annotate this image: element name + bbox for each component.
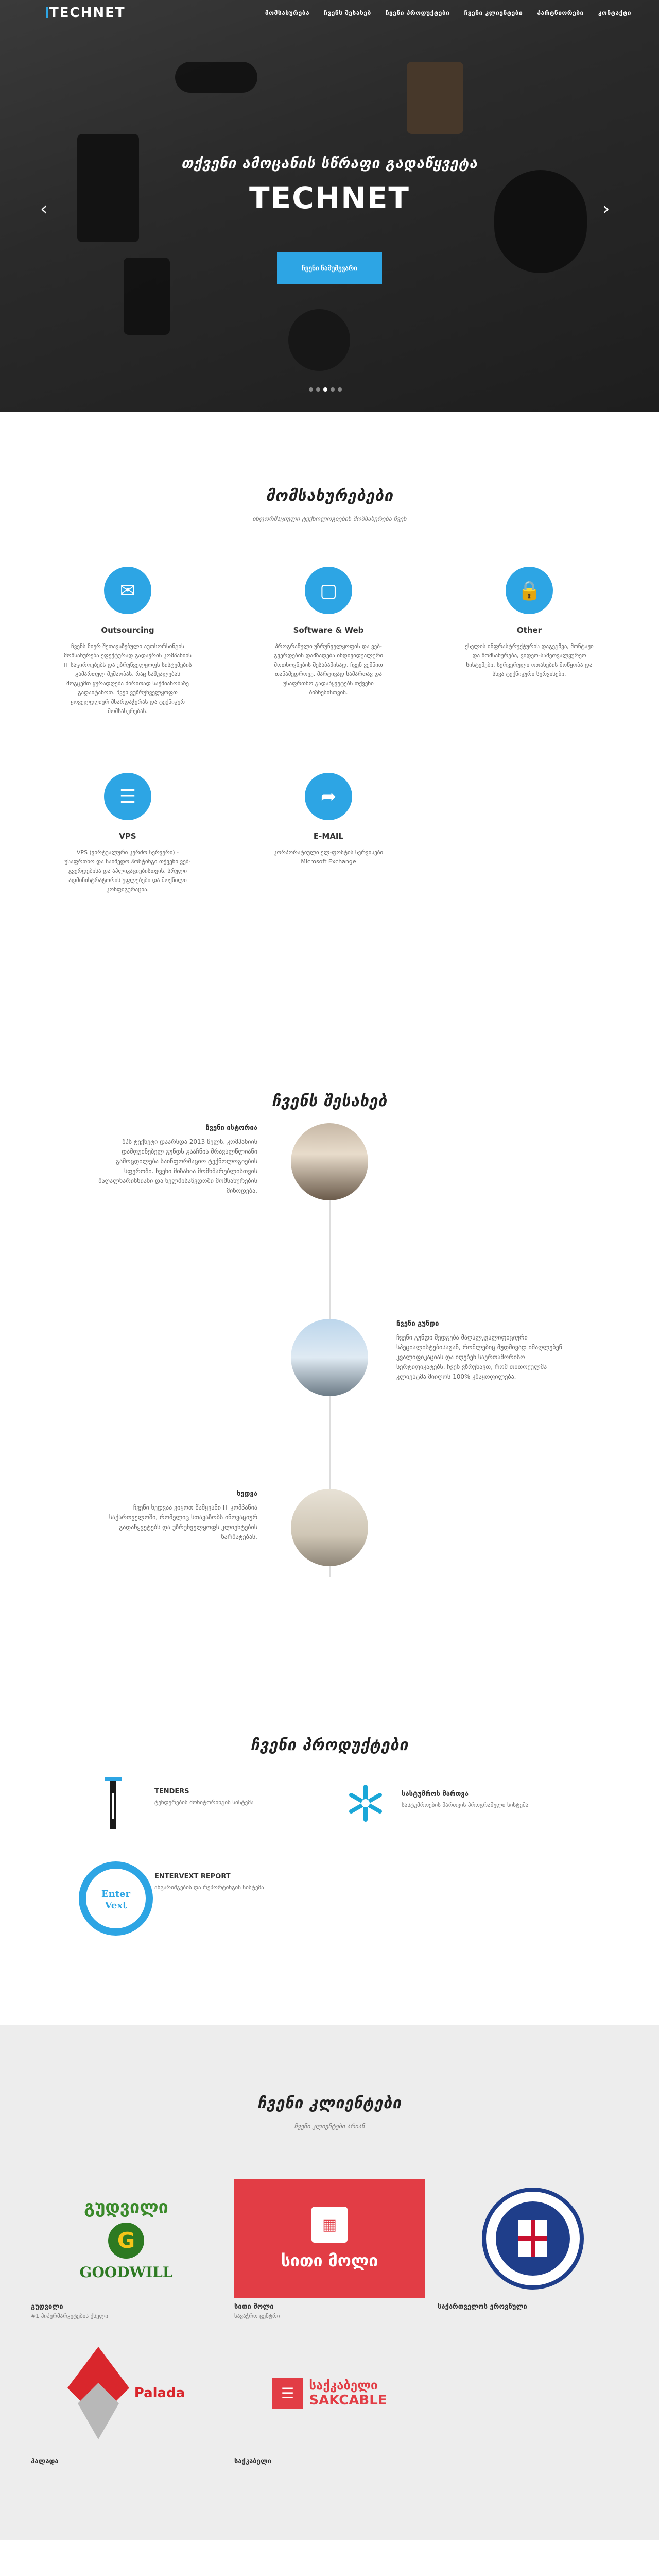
shopping-bag-icon: ▦: [311, 2207, 348, 2243]
client-national[interactable]: [438, 2179, 628, 2313]
timeline-title: ჩვენი ისტორია: [205, 1124, 257, 1132]
products-title: ჩვენი პროდუქტები: [250, 1736, 409, 1754]
service-software: [264, 567, 393, 698]
sakcable-logo-text: საქკაბელი: [309, 2378, 378, 2393]
menu-item-products[interactable]: ჩვენი პროდუქტები: [385, 9, 450, 16]
lock-icon: 🔒: [506, 567, 553, 614]
service-title: VPS: [119, 832, 136, 841]
slider-dot[interactable]: [323, 387, 327, 392]
slider-dot[interactable]: [316, 387, 320, 392]
service-vps: [63, 773, 192, 894]
menu-item-partners[interactable]: პარტნიორები: [537, 9, 584, 16]
client-title: სითი მოლი: [234, 2303, 274, 2311]
timeline-title: ხედვა: [237, 1490, 257, 1498]
service-text: ქსელის ინფრასტრუქტურის დაგეგმვა, მონტაჟი და მომსახურება, ვიდეო-სამეთვალყურეო სისტემები, სერვერული ოთახების მოწყობა და სხვა ტექნიკური სერვისები.: [465, 643, 594, 677]
server-icon: ☰: [104, 773, 151, 820]
product-hotel[interactable]: [345, 1783, 386, 1826]
client-goodwill[interactable]: [31, 2179, 221, 2319]
sakcable-stripes-icon: ☰: [272, 2378, 303, 2409]
client-palada[interactable]: [31, 2334, 221, 2467]
service-title: Outsourcing: [101, 625, 154, 635]
service-text: ჩვენს მიერ შეთავაზებული აუთსორსინგის მომსახურება ეფექტურად გადაჭრის კომპანიის IT საჭიროებებს და უზრუნველყოფს სისტემების გამართულ მუშაობას, რაც საშუალებას მოგცემთ ყურადღება ძირითად საქმიანობაზე გადაიტანოთ. ჩვენ ვუზრუნველყოფთ ყოველდღიურ მხარდაჭერას და ტექნიკურ მომსახურებას.: [63, 643, 192, 715]
next-arrow-icon[interactable]: ›: [602, 198, 610, 219]
timeline-item: [396, 1319, 566, 1382]
client-title: პალადა: [31, 2458, 59, 2465]
services-subtitle: ინფორმაციული ტექნოლოგიების მომსახურება ჩვენ: [252, 515, 407, 522]
hero-button[interactable]: ჩვენი ნამუშევარი: [277, 252, 382, 284]
about-title: ჩვენს შესახებ: [271, 1092, 387, 1110]
svg-text:Enter: Enter: [101, 1889, 131, 1900]
client-text: სავაჭრო ცენტრი: [234, 2313, 280, 2319]
airport-image: [291, 1319, 368, 1396]
tower-icon: [98, 1772, 129, 1834]
palada-logo: [31, 2334, 221, 2452]
main-menu: [265, 9, 631, 16]
citymall-logo-text: სითი მოლი: [281, 2251, 378, 2270]
clients-subtitle: ჩვენი კლიენტები არიან: [294, 2123, 365, 2130]
menu-item-contact[interactable]: კონტაქტი: [598, 9, 631, 16]
watch-image: [288, 309, 350, 371]
logo[interactable]: TECHNET: [46, 5, 126, 21]
product-report[interactable]: [77, 1860, 154, 1939]
services-title: მომსახურებები: [266, 487, 393, 505]
phone-image: [124, 258, 170, 335]
chat-icon: ✉: [104, 567, 151, 614]
menu-item-about[interactable]: ჩვენს შესახებ: [324, 9, 371, 16]
partners-section: [0, 2540, 659, 2576]
laptop-icon: ▢: [305, 567, 352, 614]
service-text: VPS (ვირტუალური კერძო სერვერი) - უსაფრთხო და საიმედო ჰოსტინგი თქვენი ვებ-გვერდებისა და აპლიკაციებისთვის. სრული ადმინისტრატორის უფლებები და მოქნილი კონფიგურაცია.: [64, 849, 191, 893]
badge-icon: [77, 1860, 154, 1937]
share-icon: ➦: [305, 773, 352, 820]
prev-arrow-icon[interactable]: ‹: [40, 198, 48, 219]
menu-item-services[interactable]: მომსახურება: [265, 9, 310, 16]
book-image: [407, 62, 463, 134]
svg-text:Vext: Vext: [105, 1900, 127, 1911]
hero-title: TECHNET: [249, 180, 410, 215]
timeline-item: [88, 1123, 257, 1196]
about-section: [0, 1051, 659, 1685]
service-email: [264, 773, 393, 867]
timeline-text: ჩვენი ხედვაა ვიყოთ წამყვანი IT კომპანია საქართველოში, რომელიც სთავაზობს ინოვაციურ გადაწყვეტებს და უზრუნველყოფს კლიენტების წარმატებას.: [109, 1504, 257, 1540]
slider-dots: [309, 387, 342, 392]
seal-icon: [481, 2187, 584, 2290]
menu-item-clients[interactable]: ჩვენი კლიენტები: [464, 9, 523, 16]
product-text: ტენდერების მონიტორინგის სისტემა: [154, 1799, 254, 1806]
top-nav: [0, 0, 659, 29]
timeline-text: ჩვენი გუნდი შედგება მაღალკვალიფიციური სპეციალისტებისაგან, რომლებიც მუდმივად იმაღლებენ კვალიფიკაციას და იღებენ საერთაშორისო სერტიფიკატებს. ჩვენ ვზრუნავთ, რომ თითოეულმა კლიენტმა მიიღოს 100% კმაყოფილება.: [396, 1334, 562, 1380]
service-title: Software & Web: [293, 625, 364, 635]
laptop-desk-image: [291, 1489, 368, 1566]
service-other: [465, 567, 594, 679]
timeline-item: [88, 1489, 257, 1542]
product-tenders[interactable]: [98, 1772, 129, 1836]
client-sakcable[interactable]: [234, 2334, 425, 2467]
product-title: სასტუმროს მართვა: [402, 1790, 469, 1798]
citymall-logo: [234, 2179, 425, 2298]
timeline-title: ჩვენი გუნდი: [396, 1320, 439, 1328]
service-title: E-MAIL: [313, 832, 344, 841]
goodwill-logo-text: გუდვილი: [84, 2196, 168, 2217]
slider-dot[interactable]: [309, 387, 313, 392]
national-seal-logo: [438, 2179, 628, 2298]
sakcable-logo: [234, 2334, 425, 2452]
product-text: სასტუმროების მართვის პროგრამული სისტემა: [402, 1802, 529, 1808]
mountain-image: [291, 1123, 368, 1200]
timeline-text: შპს ტექნეტი დაარსდა 2013 წელს. კომპანიის დამფუძნებელ გუნდს გააჩნია მრავალწლიანი გამოცდილება საინფორმაციო ტექნოლოგიების სფეროში. ჩვენი მიზანია მომხმარებლისთვის მაღალხარისხიანი და ხელმისაწვდომი მომსახურების მიწოდება.: [98, 1138, 257, 1194]
product-title: ENTERVEXT REPORT: [154, 1873, 231, 1880]
hero-subtitle: თქვენი ამოცანის სწრაფი გადაწყვეტა: [181, 155, 478, 172]
client-title: გუდვილი: [31, 2303, 63, 2311]
service-text: პროგრამული უზრუნველყოფის და ვებ-გვერდების დამზადება ინდივიდუალური მოთხოვნების შესაბამისად. ჩვენ ვქმნით თანამედროვე, მარტივად სამართავ და უსაფრთხო გადაწყვეტებს თქვენი ბიზნესისთვის.: [273, 643, 384, 696]
services-section: [0, 412, 659, 1005]
product-tenders-info: [154, 1788, 288, 1807]
sakcable-logo-text-wrap: [309, 2378, 387, 2408]
products-section: [0, 1685, 659, 2025]
client-citymall[interactable]: [234, 2179, 425, 2319]
palada-emblem-icon: [67, 2347, 129, 2439]
product-title: TENDERS: [154, 1788, 189, 1795]
service-text: კორპორატიული ელ-ფოსტის სერვისები Microsoft Exchange: [273, 849, 384, 865]
clients-title: ჩვენი კლიენტები: [257, 2094, 402, 2112]
goodwill-logo-sub: GOODWILL: [79, 2263, 173, 2281]
sunglasses-image: [175, 62, 257, 93]
sakcable-logo-sub: SAKCABLE: [309, 2393, 387, 2408]
product-text: ანგარიშგების და რეპორტინგის სისტემა: [154, 1884, 264, 1891]
service-outsourcing: [63, 567, 192, 716]
client-text: #1 ჰიპერმარკეტების ქსელი: [31, 2313, 108, 2319]
snowflake-icon: [345, 1783, 386, 1824]
palada-logo-text: Palada: [134, 2385, 185, 2401]
goodwill-emblem-icon: G: [108, 2223, 144, 2259]
hero-slider: [0, 0, 659, 412]
service-title: Other: [516, 625, 542, 635]
client-title: საქართველოს ეროვნული: [438, 2303, 527, 2311]
client-title: საქკაბელი: [234, 2458, 272, 2465]
product-hotel-info: [402, 1790, 556, 1809]
slider-dot[interactable]: [331, 387, 335, 392]
product-report-info: [154, 1873, 309, 1892]
clients-section: [0, 2025, 659, 2540]
goodwill-logo: [31, 2179, 221, 2298]
slider-dot[interactable]: [338, 387, 342, 392]
